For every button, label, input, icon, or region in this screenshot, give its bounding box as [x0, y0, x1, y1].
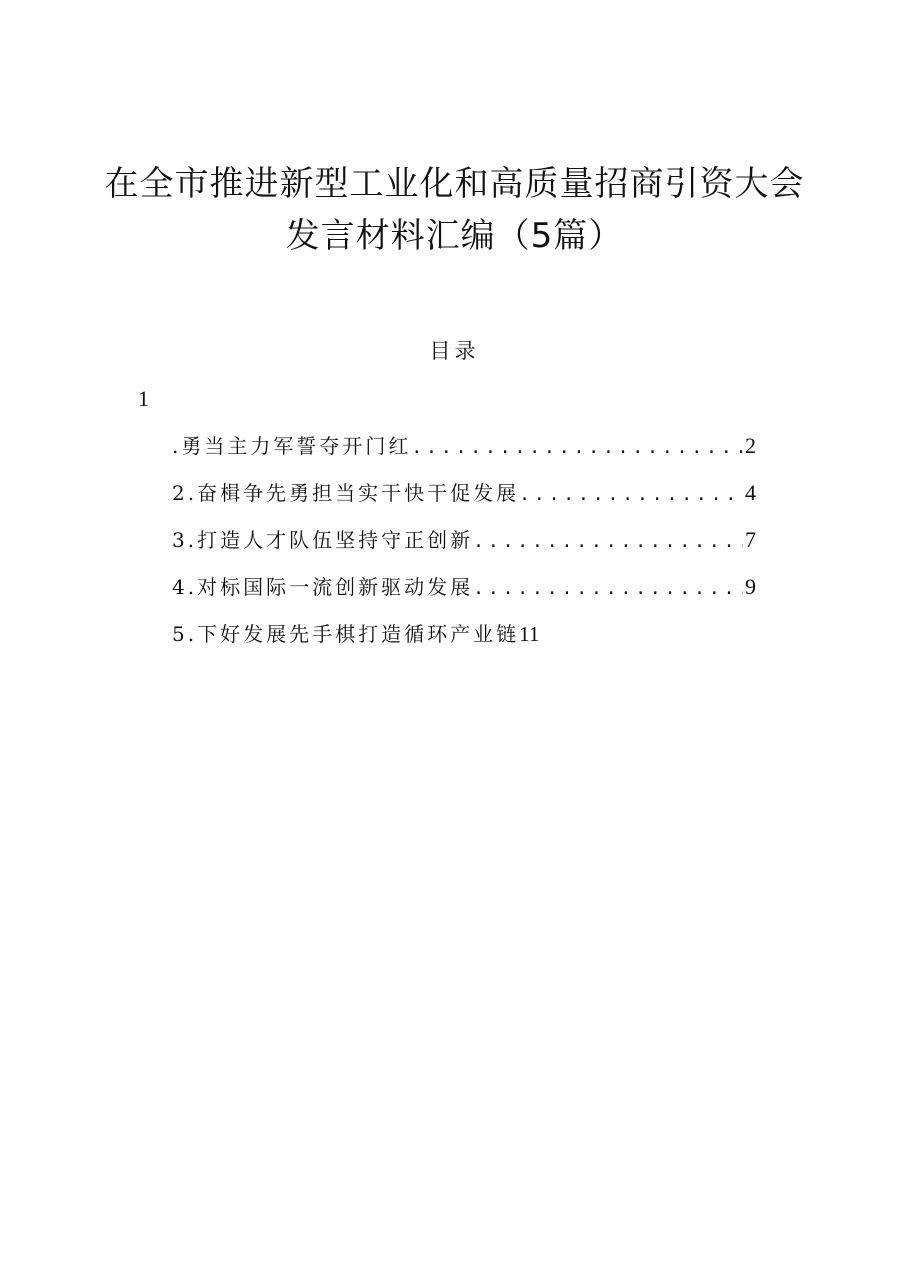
document-title-line1: 在全市推进新型工业化和高质量招商引资大会 — [104, 164, 805, 204]
toc-dot-leader — [519, 479, 743, 511]
toc-entry[interactable] — [172, 524, 756, 571]
toc-dot-leader — [473, 573, 743, 605]
toc-entry-page: 9 — [745, 574, 756, 599]
toc-entry[interactable] — [172, 618, 756, 665]
toc-entry[interactable] — [172, 571, 756, 618]
toc-entry-label: 5.下好发展先手棋打造循环产业链 — [172, 622, 520, 646]
toc-entry-label: 2.奋楫争先勇担当实干快干促发展 — [172, 481, 520, 505]
toc-dot-leader — [411, 432, 743, 464]
toc-entry-page: 7 — [745, 527, 756, 552]
toc-entry-page: 11 — [519, 622, 540, 646]
toc-heading: 目录 — [429, 339, 480, 363]
toc-entry-page: 2 — [745, 433, 756, 458]
toc-entry[interactable] — [172, 477, 756, 524]
toc-section-number: 1 — [138, 386, 149, 411]
toc-entry[interactable] — [172, 430, 756, 477]
toc-entry-page: 4 — [745, 480, 756, 505]
toc-entry-label: 3.打造人才队伍坚持守正创新 — [172, 528, 474, 552]
toc-entry-label: .勇当主力军誓夺开门红 — [172, 434, 412, 458]
document-title-line2: 发言材料汇编（5篇） — [285, 216, 624, 256]
table-of-contents — [172, 430, 756, 665]
toc-dot-leader — [473, 526, 743, 558]
toc-entry-label: 4.对标国际一流创新驱动发展 — [172, 575, 474, 599]
